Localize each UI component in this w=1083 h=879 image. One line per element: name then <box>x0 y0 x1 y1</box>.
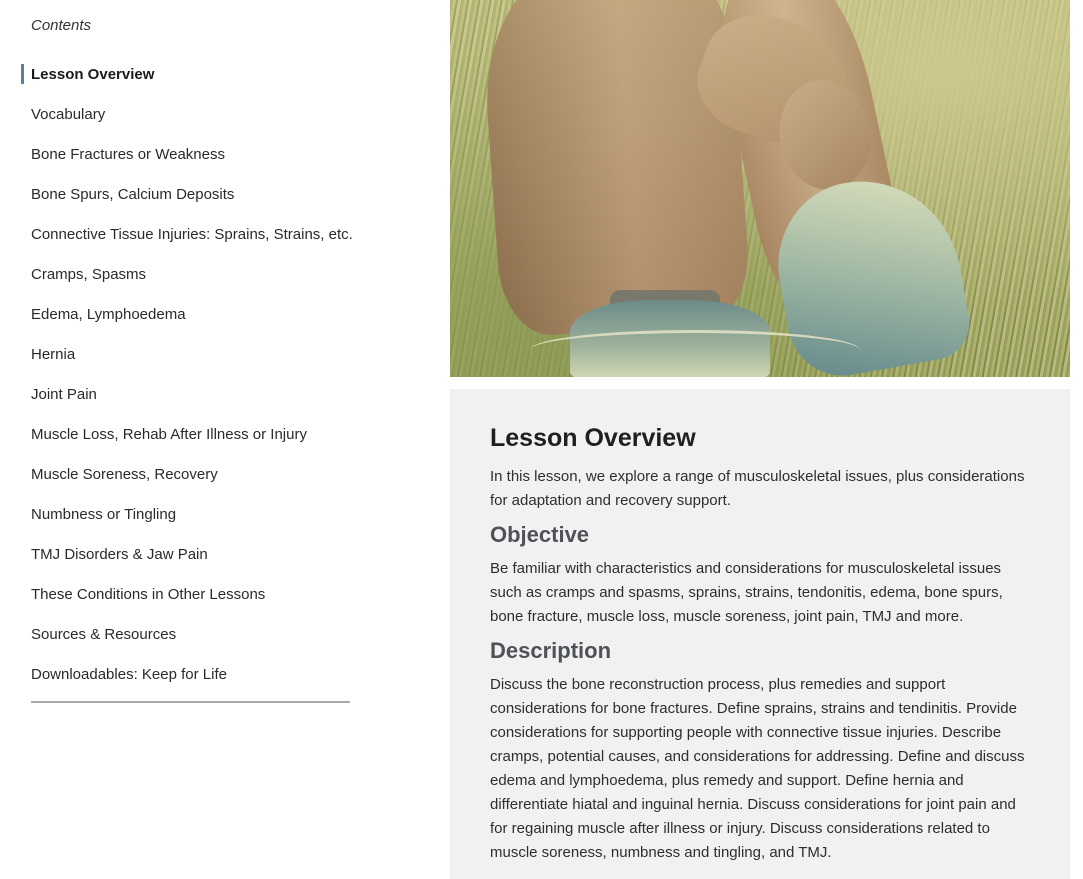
description-text: Discuss the bone reconstruction process, plus remedies and support considerations for bone fractures. Define sprains, strains and tendinitis. Provide considerations for supporting people with connective tissue injuries. Describe cramps, potential causes, and considerations for addressing. Define and discuss edema and lymphoedema, plus remedy and support. Define hernia and differentiate hiatal and inguinal hernia. Discuss considerations for joint pain and for regaining muscle after illness or injury. Discuss considerations related to muscle soreness, numbness and tingling, and TMJ. <box>490 676 1025 861</box>
toc-item-joint-pain[interactable]: Joint Pain <box>31 385 97 403</box>
lesson-content-panel <box>450 389 1070 879</box>
objective-heading: Objective <box>490 522 590 547</box>
intro-text: In this lesson, we explore a range of musculoskeletal issues, plus considerations for adaptation and recovery support. <box>490 468 1025 509</box>
toc-item-tmj[interactable]: TMJ Disorders & Jaw Pain <box>31 545 208 563</box>
toc-item-downloadables[interactable]: Downloadables: Keep for Life <box>31 665 227 683</box>
toc-item-muscle-loss[interactable]: Muscle Loss, Rehab After Illness or Injury <box>31 425 307 443</box>
table-of-contents <box>0 0 450 879</box>
toc-item-bone-fractures[interactable]: Bone Fractures or Weakness <box>31 145 225 163</box>
page-title: Lesson Overview <box>490 424 696 452</box>
toc-item-muscle-soreness[interactable]: Muscle Soreness, Recovery <box>31 465 218 483</box>
toc-item-cramps[interactable]: Cramps, Spasms <box>31 265 147 283</box>
toc-list <box>0 54 450 694</box>
toc-divider <box>31 701 350 703</box>
toc-item-numbness[interactable]: Numbness or Tingling <box>31 505 177 523</box>
hero-image <box>450 0 1070 377</box>
toc-item-vocabulary[interactable]: Vocabulary <box>31 105 106 123</box>
toc-item-other-lessons[interactable]: These Conditions in Other Lessons <box>31 585 266 603</box>
toc-item-sources[interactable]: Sources & Resources <box>31 625 177 643</box>
objective-text: Be familiar with characteristics and considerations for musculoskeletal issues such as cramps and spasms, sprains, strains, tendonitis, edema, bone spurs, bone fracture, muscle loss, muscle soreness, joint pain, TMJ and more. <box>490 560 1003 625</box>
description-heading: Description <box>490 638 612 663</box>
toc-item-lesson-overview[interactable]: Lesson Overview <box>0 54 450 94</box>
toc-item-connective-tissue[interactable]: Connective Tissue Injuries: Sprains, Strains, etc. <box>31 225 353 243</box>
toc-item-edema[interactable]: Edema, Lymphoedema <box>31 305 186 323</box>
toc-heading: Contents <box>31 17 92 34</box>
toc-item-hernia[interactable]: Hernia <box>31 345 76 363</box>
toc-item-bone-spurs[interactable]: Bone Spurs, Calcium Deposits <box>31 185 235 203</box>
hero-overlay <box>450 0 1070 377</box>
